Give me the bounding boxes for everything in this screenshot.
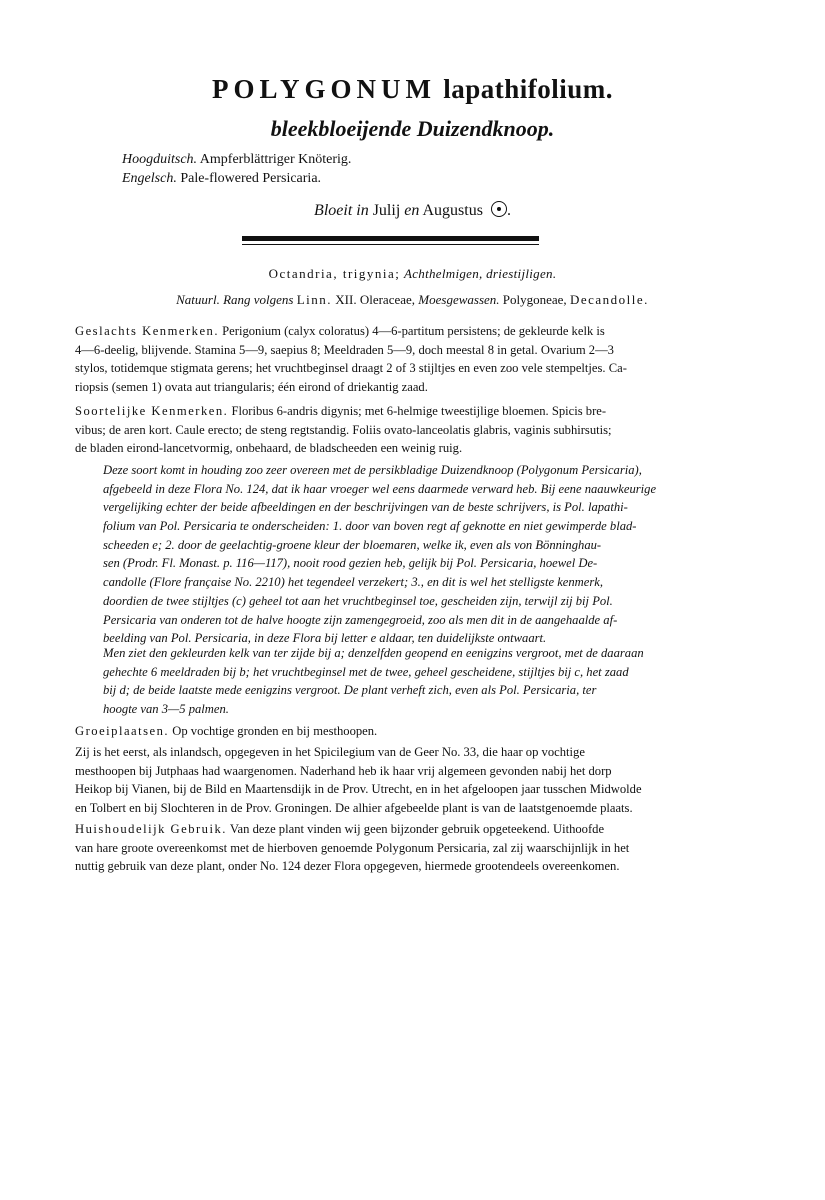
notes-comparison	[103, 461, 753, 648]
text-line: en Tolbert en bij Slochteren in de Prov. Groningen. De alhier afgebeelde plant is van de laatstgenoemde plaats.	[75, 801, 633, 816]
rank-label: Natuurl. Rang volgens	[176, 292, 294, 307]
rank-author-2: Decandolle.	[569, 292, 649, 307]
text-line: doordien de twee stijltjes (c) geheel tot aan het vruchtbeginsel toe, gescheiden zijn, terwijl zij bij Pol.	[103, 593, 613, 608]
annual-plant-icon	[491, 201, 507, 217]
common-name-german	[122, 152, 351, 168]
text-line: Zij is het eerst, als inlandsch, opgegeven in het Spicilegium van de Geer No. 33, die haar op vochtige	[75, 745, 585, 759]
title-species: lapathifolium.	[443, 74, 614, 104]
text-span: Perigonium (calyx coloratus) 4—6-partitum persistens; de gekleurde kelk is	[222, 324, 605, 338]
text-line	[75, 322, 755, 341]
page-subtitle: bleekbloeijende Duizendknoop.	[270, 116, 555, 141]
rank-author: Linn.	[296, 292, 333, 307]
text-line: hoogte van 3—5 palmen.	[103, 702, 229, 717]
text-line: de bladen eirond-lancetvormig, onbehaard, de bladscheeden een weinig ruig.	[75, 441, 463, 456]
common-name-value: Ampferblättriger Knöterig.	[199, 152, 352, 167]
rank-family: Oleraceae,	[359, 292, 416, 307]
rank-family-dutch: Moesgewassen.	[418, 292, 500, 307]
text-line: mesthoopen bij Jutphaas had waargenomen. Naderhand heb ik haar vrij algemeen gevonden nabij het dorp	[75, 763, 612, 778]
text-line: gehechte 6 meeldraden bij b; het vruchtbeginsel met de twee, geheel gescheidene, stijltjes bij c, het zaad	[103, 664, 629, 679]
common-name-lang: Engelsch.	[122, 171, 177, 186]
household-use	[75, 820, 755, 876]
section-heading: Groeiplaatsen.	[75, 724, 170, 738]
text-line: Men ziet den gekleurden kelk van ter zijde bij a; denzelfden geopend en eenigzins vergroot, met de daaraan	[103, 646, 644, 660]
text-line: stylos, totidemque stigmata gerens; het vruchtbeginsel draagt 2 of 3 stijltjes en even zoo vele stempeltjes. Ca-	[75, 361, 627, 376]
text-line: sen (Prodr. Fl. Monast. p. 116—117), nooit rood gezien heb, gelijk bij Pol. Persicaria, hoewel De-	[103, 556, 598, 571]
common-name-value: Pale-flowered Persicaria.	[180, 171, 322, 186]
text-line: folium van Pol. Persicaria te onderscheiden: 1. door van boven regt af geknotte en niet gewimperde blad-	[103, 519, 637, 534]
rank-number: XII.	[335, 292, 357, 307]
bloom-prefix: Bloeit in	[314, 202, 369, 219]
rank-family-2: Polygoneae,	[502, 292, 567, 307]
text-line: vibus; de aren kort. Caule erecto; de steng regtstandig. Foliis ovato-lanceolatis glabris, vaginis subhirsutis;	[75, 422, 612, 437]
classification-linnean: Octandria, trigynia;	[268, 266, 401, 281]
classification-dutch: Achthelmigen, driestijligen.	[403, 266, 557, 281]
text-line: beelding van Pol. Persicaria, in deze Flora bij letter e aldaar, ten duidelijkste ontwaart.	[103, 631, 547, 646]
section-heading: Soortelijke Kenmerken.	[75, 404, 229, 418]
text-line: afgebeeld in deze Flora No. 124, dat ik haar vroeger wel eens daarmede verward heb. Bij eene naauwkeurige	[103, 481, 657, 496]
text-line: Deze soort komt in houding zoo zeer overeen met de persikbladige Duizendknoop (Polygonum Persicaria),	[103, 463, 642, 477]
text-line: van hare groote overeenkomst met de hierboven genoemde Polygonum Persicaria, zal zij waarschijnlijk in het	[75, 840, 630, 855]
common-name-english	[122, 171, 321, 187]
habitat-heading-line	[75, 722, 755, 741]
classification	[0, 266, 825, 282]
text-span: Van deze plant vinden wij geen bijzonder gebruik opgeteekend. Uithoofde	[229, 822, 605, 836]
genus-characters	[75, 322, 755, 397]
text-line: bij d; de beide laatste mede eenigzins vergroot. De plant verheft zich, even als Pol. Persicaria, ter	[103, 683, 597, 698]
habitat-text	[75, 743, 755, 818]
text-line: riopsis (semen 1) ovata aut triangularis; één eirond of driekantig zaad.	[75, 380, 428, 395]
text-line	[75, 820, 755, 839]
title-genus: POLYGONUM	[211, 74, 436, 104]
bloom-month-1: Julij	[372, 202, 401, 219]
text-line: 4—6-deelig, blijvende. Stamina 5—9, saepius 8; Meeldraden 5—9, doch meestal 8 in getal. Ovarium 2—3	[75, 342, 614, 357]
bloom-month-2: Augustus	[422, 202, 483, 219]
notes-figure-legend	[103, 644, 753, 719]
text-line: nuttig gebruik van deze plant, onder No. 124 dezer Flora opgegeven, hiermede grootendeels overeenkomen.	[75, 859, 620, 874]
text-line: vergelijking echter der beide afbeeldingen en der beschrijvingen van de beste schrijvers, is Pol. lapathi-	[103, 500, 628, 515]
bloom-conjunction: en	[404, 202, 420, 219]
divider-thin	[242, 244, 539, 245]
common-name-lang: Hoogduitsch.	[122, 152, 198, 167]
text-span: Floribus 6-andris digynis; met 6-helmige tweestijlige bloemen. Spicis bre-	[231, 404, 607, 418]
section-heading: Geslachts Kenmerken.	[75, 324, 220, 338]
natural-rank	[0, 292, 825, 308]
text-line	[75, 722, 755, 741]
species-characters	[75, 402, 755, 458]
text-line: scheeden e; 2. door de geelachtig-groene kleur der bloemaren, welke ik, even als von Bönninghau-	[103, 537, 602, 552]
text-line: candolle (Flore française No. 2210) het tegendeel verzekert; 3., en dit is wel het stelligste kenmerk,	[103, 575, 603, 590]
page-title	[0, 74, 825, 104]
divider-thick	[242, 236, 539, 241]
section-heading: Huishoudelijk Gebruik.	[75, 822, 227, 836]
text-line	[75, 402, 755, 421]
text-span: Op vochtige gronden en bij mesthoopen.	[172, 724, 378, 738]
text-line: Persicaria van onderen tot de halve hoogte zijn zamengegroeid, zoo als men dit in de aangehaalde af-	[103, 612, 618, 627]
bloom-period: Bloeit in Julij en Augustus .	[314, 202, 511, 219]
text-line: Heikop bij Vianen, bij de Bild en Maartensdijk in de Prov. Utrecht, en in het afgeloopen jaar tusschen Midwolde	[75, 782, 642, 797]
